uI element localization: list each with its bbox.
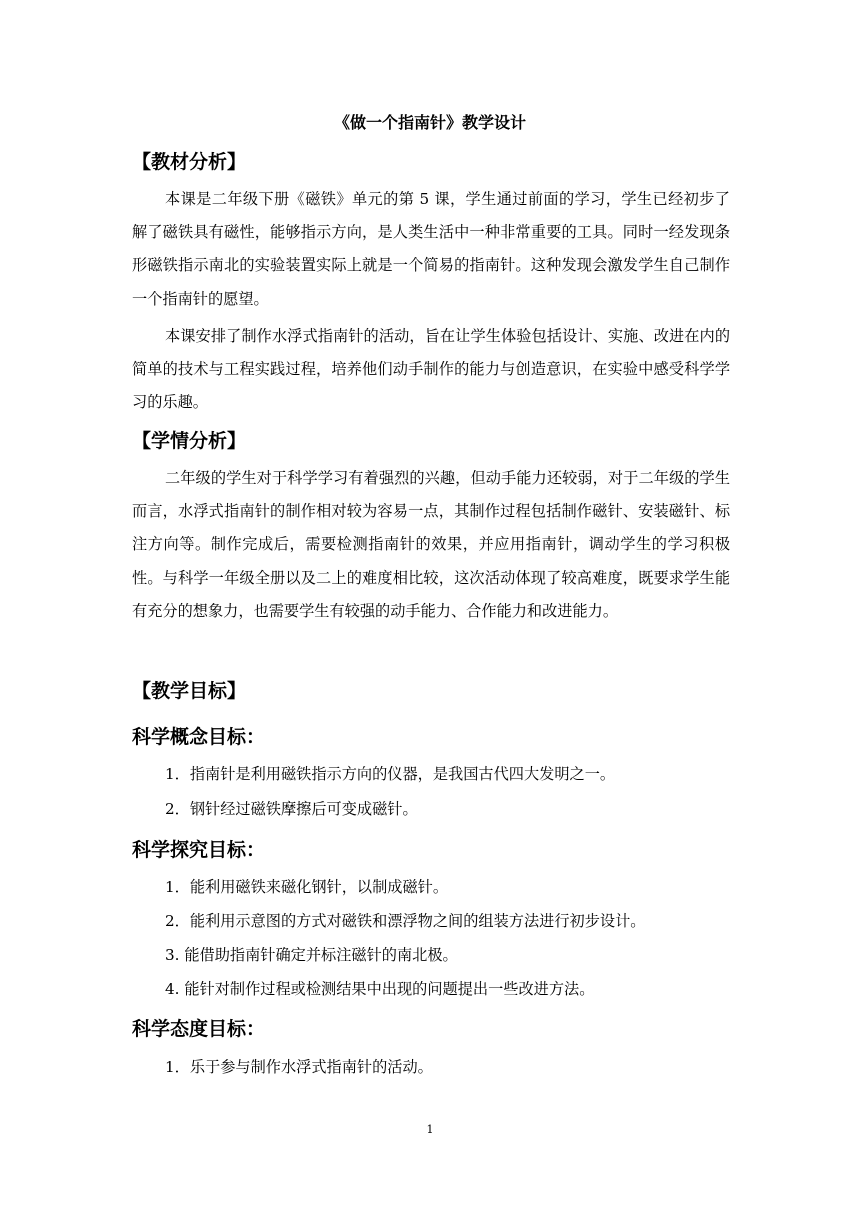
list-item: 1．指南针是利用磁铁指示方向的仪器，是我国古代四大发明之一。 — [165, 765, 616, 783]
heading-teaching-goals: 【教学目标】 — [132, 680, 247, 702]
heading-concept-goals: 科学概念目标： — [132, 726, 266, 748]
heading-attitude-goals: 科学态度目标： — [132, 1018, 266, 1040]
page-number: 1 — [426, 1123, 434, 1136]
list-item: 1．能利用磁铁来磁化钢针，以制成磁针。 — [165, 878, 449, 896]
list-item: 2．能利用示意图的方式对磁铁和漂浮物之间的组装方法进行初步设计。 — [165, 912, 646, 930]
list-item: 1．乐于参与制作水浮式指南针的活动。 — [165, 1058, 433, 1076]
heading-inquiry-goals: 科学探究目标： — [132, 839, 266, 861]
document-title: 《做一个指南针》教学设计 — [333, 113, 526, 132]
list-item: 4. 能针对制作过程或检测结果中出现的问题提出一些改进方法。 — [165, 980, 595, 998]
list-item: 2．钢针经过磁铁摩擦后可变成磁针。 — [165, 800, 418, 818]
list-item: 3. 能借助指南针确定并标注磁针的南北极。 — [165, 946, 458, 964]
paragraph-students-1: 二年级的学生对于科学学习有着强烈的兴趣，但动手能力还较弱，对于二年级的学生而言，水浮式指南针的制作相对较为容易一点，其制作过程包括制作磁针、安装磁针、标注方向等。制作完成后，需要检测指南针的效果，并应用指南针，调动学生的学习积极性。与科学一年级全册以及二上的难度相比较，这次活动体现了较高难度，既要求学生能有充分的想象力，也需要学生有较强的动手能力、合作能力和改进能力。 — [132, 469, 730, 620]
paragraph-material-1: 本课是二年级下册《磁铁》单元的第 5 课，学生通过前面的学习，学生已经初步了解了磁铁具有磁性，能够指示方向，是人类生活中一种非常重要的工具。同时一经发现条形磁铁指示南北的实验装置实际上就是一个简易的指南针。这种发现会激发学生自己制作一个指南针的愿望。 — [132, 190, 730, 308]
heading-student-analysis: 【学情分析】 — [132, 430, 247, 452]
paragraph-material-2: 本课安排了制作水浮式指南针的活动，旨在让学生体验包括设计、实施、改进在内的简单的技术与工程实践过程，培养他们动手制作的能力与创造意识，在实验中感受科学学习的乐趣。 — [132, 327, 730, 412]
heading-material-analysis: 【教材分析】 — [132, 151, 247, 173]
